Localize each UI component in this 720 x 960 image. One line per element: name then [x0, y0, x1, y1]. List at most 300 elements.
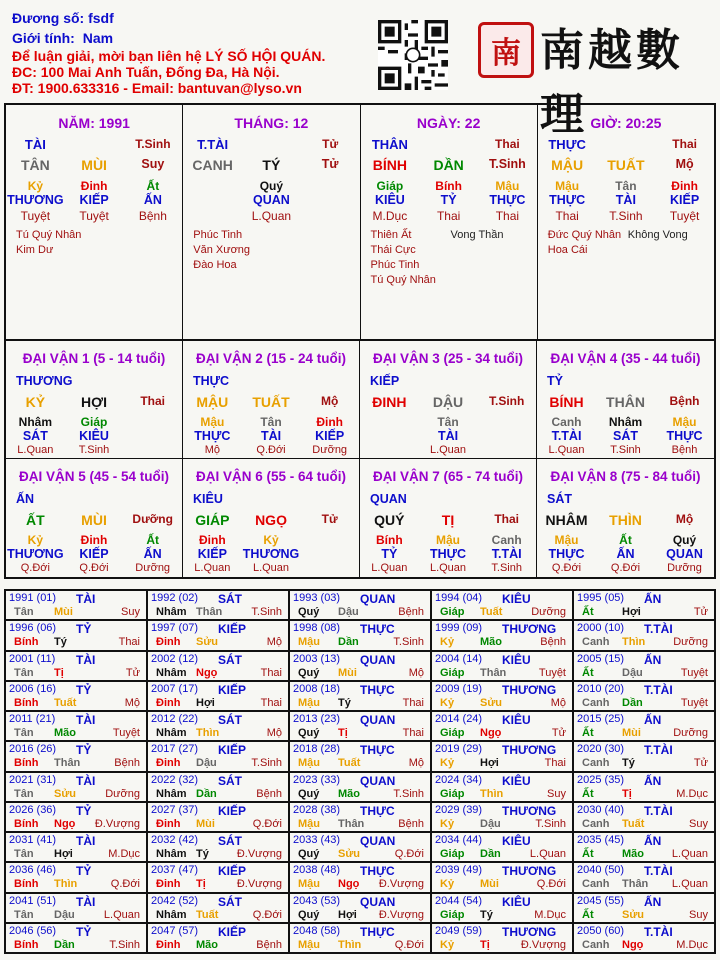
year-number: 2012 (22): [151, 713, 199, 725]
year-cell: [148, 682, 288, 710]
pillar-title: NGÀY: 22: [416, 115, 481, 131]
hidden-stars-row: [537, 429, 714, 443]
gender-line: [12, 30, 113, 46]
year-cell: [148, 863, 288, 891]
year-cell: [290, 652, 430, 680]
year-number: 2039 (49): [435, 864, 483, 877]
year-star: QUAN: [360, 652, 396, 667]
year-stage: Q.Đới: [252, 908, 282, 921]
growth-stage: Mộ: [321, 394, 339, 408]
hidden-stages-row: [183, 562, 359, 574]
hidden-stage: Thai: [555, 209, 579, 223]
dai-van-title: ĐẠI VẬN 8 (75 - 84 tuổi): [550, 469, 701, 484]
year-star: ẤN: [644, 894, 662, 909]
year-star: TÀI: [76, 592, 96, 606]
year-number: 2016 (26): [9, 743, 57, 756]
year-star: THƯƠNG: [502, 924, 557, 939]
year-star: TÀI: [76, 652, 96, 667]
hidden-stages-row: [6, 562, 182, 574]
hidden-star: [477, 429, 536, 443]
year-stem: Bính: [14, 696, 39, 709]
hidden-stem: Bính: [435, 179, 462, 193]
year-cell: [6, 742, 146, 770]
hidden-star: KIẾP: [197, 547, 227, 561]
year-cell: [6, 712, 146, 740]
hidden-stem: [477, 415, 536, 429]
dai-van-title: ĐẠI VẬN 5 (45 - 54 tuổi): [18, 469, 170, 484]
year-stem: Bính: [14, 757, 39, 770]
year-stage: Mộ: [124, 696, 140, 709]
year-stem: Canh: [582, 636, 610, 649]
hidden-stars-row: [183, 547, 359, 561]
year-stem: Giáp: [440, 908, 465, 921]
dai-van-title: ĐẠI VẬN 4 (35 - 44 tuổi): [550, 351, 701, 366]
year-star: THỰC: [360, 682, 395, 697]
year-star: KIẾP: [218, 924, 247, 939]
pillar-star: THỰC: [548, 137, 586, 152]
hidden-stage: Q.Đới: [79, 562, 109, 574]
year-stem: Bính: [14, 636, 39, 649]
year-stage: Đ.Vượng: [236, 848, 282, 860]
year-number: 2006 (16): [9, 682, 57, 695]
year-stem: Mậu: [298, 757, 320, 770]
hidden-stem: Ất: [619, 533, 632, 547]
year-star: THỰC: [360, 864, 395, 879]
hidden-stages-row: [6, 209, 182, 223]
year-branch: Dậu: [196, 757, 217, 770]
year-cell: [574, 621, 714, 649]
year-star: KIÊU: [502, 713, 531, 727]
year-stage: Tử: [125, 666, 140, 679]
year-number: 2033 (43): [293, 834, 341, 846]
hidden-star: THỰC: [666, 429, 703, 443]
special-star: Đào Hoa: [193, 259, 237, 271]
hidden-star: KIÊU: [79, 429, 109, 443]
year-stem: Kỷ: [440, 878, 455, 891]
hidden-stem: Tân: [615, 179, 637, 193]
dai-van-title: ĐẠI VẬN 2 (15 - 24 tuổi): [195, 351, 347, 366]
year-stage: Tuyệt: [112, 727, 140, 739]
year-cell: [6, 833, 146, 861]
year-star: KIẾP: [218, 803, 247, 818]
year-stage: M.Dục: [676, 787, 708, 800]
pillar-column: [183, 105, 360, 339]
hidden-stage: Mộ: [204, 444, 220, 456]
year-cell: [574, 652, 714, 680]
hidden-stage: [301, 209, 360, 223]
year-branch: Dần: [480, 848, 501, 860]
gender-label: Giới tính:: [12, 30, 75, 46]
year-cell: [432, 712, 572, 740]
earthly-branch: THÂN: [606, 394, 645, 410]
year-number: 1991 (01): [9, 592, 57, 604]
year-number: 1999 (09): [435, 622, 483, 635]
four-pillars-table: [4, 103, 716, 341]
year-stage: Thai: [260, 666, 282, 679]
hidden-star: TỶ: [381, 547, 398, 561]
owner-line: [12, 10, 114, 26]
seal-char: 南: [491, 36, 521, 71]
year-star: TỶ: [76, 682, 92, 697]
year-stem: Mậu: [298, 636, 320, 649]
year-cell: [574, 712, 714, 740]
year-cell: [6, 591, 146, 619]
year-star: TỶ: [76, 803, 92, 818]
year-star: KIÊU: [502, 592, 531, 606]
year-star: THỰC: [360, 743, 395, 758]
hidden-stems-row: [360, 415, 536, 429]
year-star: KIẾP: [218, 743, 247, 758]
hidden-stems-row: [6, 533, 182, 547]
dai-van-star: THỰC: [193, 374, 230, 388]
year-stage: L.Quan: [671, 848, 708, 860]
hidden-stem: Giáp: [376, 179, 404, 193]
dai-van-stem-branch-row: [537, 394, 714, 410]
year-branch: Tý: [338, 696, 351, 709]
year-branch: Dần: [622, 696, 643, 709]
year-cell: [290, 773, 430, 801]
year-number: 2010 (20): [577, 682, 625, 695]
year-number: 2034 (44): [435, 834, 483, 846]
year-cell: [432, 621, 572, 649]
hidden-stem: Mậu: [672, 415, 697, 429]
pillar-title: THÁNG: 12: [234, 115, 309, 131]
year-cell: [290, 924, 430, 952]
earthly-branch: DẦN: [433, 157, 464, 173]
pillar-relation: Tử: [322, 137, 339, 151]
year-stem: Mậu: [298, 878, 320, 891]
year-cell: [6, 924, 146, 952]
growth-stage: Mộ: [675, 157, 694, 171]
owner-label: Đương số:: [12, 10, 85, 26]
hidden-stage: Q.Đới: [256, 444, 286, 456]
year-branch: Thân: [622, 878, 649, 891]
year-number: 2011 (21): [9, 713, 56, 725]
year-stage: L.Quan: [103, 908, 140, 921]
growth-stage: Tử: [321, 157, 339, 171]
year-stage: Tử: [551, 727, 566, 739]
year-stage: Dưỡng: [105, 787, 140, 800]
hidden-star: [183, 193, 242, 207]
year-star: KIẾP: [218, 682, 247, 697]
year-number: 2004 (14): [435, 652, 483, 665]
hidden-stage: T.Sinh: [610, 444, 641, 456]
year-star: KIẾP: [218, 864, 247, 879]
year-branch: Hợi: [622, 606, 641, 618]
year-stem: Đinh: [156, 817, 181, 830]
year-number: 2035 (45): [577, 834, 625, 846]
hidden-star: T.TÀI: [551, 429, 582, 443]
year-cell: [148, 621, 288, 649]
year-stage: Dưỡng: [673, 636, 708, 649]
owner-value: fsdf: [88, 10, 114, 26]
year-number: 2038 (48): [293, 864, 341, 877]
hidden-stage: L.Quan: [548, 444, 585, 456]
year-number: 2026 (36): [9, 803, 57, 816]
special-star: Đức Quý Nhân: [547, 229, 622, 241]
year-stage: Thai: [402, 696, 424, 709]
year-stage: T.Sinh: [535, 817, 566, 830]
year-stem: Đinh: [156, 878, 181, 891]
hidden-stems-row: [183, 533, 359, 547]
year-number: 1997 (07): [151, 622, 199, 635]
year-branch: Ngọ: [54, 817, 76, 830]
year-stage: Q.Đới: [536, 878, 566, 891]
dai-van-stem-branch-row: [360, 512, 536, 528]
year-branch: Mùi: [338, 666, 357, 679]
year-cell: [432, 742, 572, 770]
hidden-star: THƯƠNG: [242, 547, 300, 561]
year-branch: Thân: [480, 666, 507, 679]
year-branch: Sửu: [54, 787, 77, 800]
year-stem: Nhâm: [156, 606, 187, 618]
year-stem: Bính: [14, 938, 39, 951]
year-star: TỶ: [76, 924, 92, 939]
year-cell: [574, 591, 714, 619]
year-stage: Dưỡng: [531, 606, 566, 618]
year-cell: [290, 742, 430, 770]
hidden-star: THỰC: [549, 193, 586, 207]
year-stem: Canh: [582, 817, 610, 830]
year-stem: Nhâm: [156, 666, 187, 679]
year-stage: T.Sinh: [251, 606, 282, 618]
hidden-stage: Q.Đới: [551, 562, 582, 574]
hidden-stage: Thai: [436, 209, 461, 223]
hidden-stems-row: [6, 179, 182, 193]
hidden-star: SÁT: [613, 429, 638, 443]
year-stage: Thai: [402, 727, 424, 739]
year-stem: Ất: [582, 787, 594, 800]
year-stage: Mộ: [408, 757, 424, 770]
year-star: SÁT: [218, 592, 242, 606]
year-branch: Tị: [622, 787, 632, 800]
year-stage: Tuyệt: [538, 666, 566, 679]
year-cell: [6, 773, 146, 801]
year-stage: Thai: [118, 636, 140, 649]
hidden-stage: M.Dục: [372, 209, 408, 223]
pillar-column: [6, 105, 183, 339]
year-number: 1996 (06): [9, 622, 57, 635]
year-number: 2022 (32): [151, 773, 199, 786]
year-star: TỶ: [76, 864, 92, 879]
year-cell: [574, 803, 714, 831]
year-star: TỶ: [76, 743, 92, 758]
hidden-star: THƯƠNG: [7, 193, 64, 207]
year-number: 2037 (47): [151, 864, 199, 877]
year-stem: Mậu: [298, 817, 320, 830]
growth-stage: Bệnh: [669, 394, 700, 408]
pillar-star-row: [183, 137, 359, 152]
pillar-star-row: [538, 137, 714, 152]
year-stage: Mộ: [266, 727, 282, 739]
heavenly-stem: QUÝ: [374, 512, 405, 528]
special-star: Phúc Tinh: [370, 259, 420, 271]
dai-van-cell: [6, 341, 183, 459]
phone-email-line: ĐT: 1900.633316 - Email: bantuvan@lyso.vn: [12, 80, 302, 96]
hidden-stems-row: [537, 415, 714, 429]
hidden-stem: Tân: [260, 415, 282, 429]
hidden-star: TÀI: [260, 429, 282, 443]
year-cell: [574, 773, 714, 801]
year-stage: Đ.Vượng: [378, 878, 424, 891]
year-stage: Thai: [544, 757, 566, 770]
earthly-branch: THÌN: [609, 512, 642, 528]
year-cell: [148, 833, 288, 861]
year-star: THƯƠNG: [502, 864, 557, 879]
hidden-stage: Tuyệt: [20, 209, 51, 223]
hidden-stars-row: [538, 193, 714, 207]
dai-van-cell: [360, 459, 537, 577]
heavenly-stem: TÂN: [20, 157, 50, 173]
dai-van-cell: [537, 459, 714, 577]
year-cell: [574, 682, 714, 710]
special-star: Kim Dư: [16, 244, 54, 256]
year-stem: Kỷ: [440, 938, 455, 951]
year-stem: Ất: [582, 666, 594, 679]
annual-luck-table: [4, 589, 716, 954]
year-branch: Tuất: [622, 817, 645, 830]
year-number: 2002 (12): [151, 652, 199, 665]
year-cell: [290, 621, 430, 649]
growth-stage: Thai: [494, 512, 520, 526]
year-stem: Đinh: [156, 938, 181, 951]
pillar-spacer: [65, 137, 124, 152]
year-stem: Tân: [14, 787, 34, 800]
pillar-star: TÀI: [24, 137, 46, 152]
pillar-spacer: [419, 137, 478, 152]
earthly-branch: MÙI: [81, 157, 107, 173]
year-number: 1995 (05): [577, 592, 625, 604]
dai-van-cell: [183, 459, 360, 577]
dai-van-star: QUAN: [370, 492, 407, 506]
year-stem: Quý: [298, 666, 320, 679]
year-branch: Dậu: [54, 908, 75, 921]
hidden-stage: [300, 562, 359, 574]
year-star: T.TÀI: [644, 803, 673, 818]
special-star: Tú Quý Nhân: [16, 229, 82, 241]
year-cell: [290, 833, 430, 861]
hidden-stage: Bệnh: [138, 209, 167, 223]
year-cell: [432, 652, 572, 680]
year-star: ẤN: [644, 834, 662, 848]
year-number: 2007 (17): [151, 682, 199, 695]
year-cell: [148, 894, 288, 922]
year-star: TỶ: [76, 622, 92, 637]
year-stem: Canh: [582, 757, 610, 770]
year-branch: Thìn: [196, 727, 220, 739]
year-number: 2024 (34): [435, 773, 483, 786]
year-branch: Thìn: [480, 787, 504, 800]
year-number: 2030 (40): [577, 803, 625, 816]
dai-van-cell: [360, 341, 537, 459]
year-number: 2050 (60): [577, 924, 625, 937]
year-branch: Tuất: [338, 757, 361, 770]
year-stem: Giáp: [440, 606, 465, 618]
hidden-stage: L.Quan: [371, 562, 408, 574]
hidden-stem: Kỷ: [27, 533, 43, 547]
hidden-star: TỶ: [440, 193, 457, 207]
year-star: TÀI: [76, 834, 96, 848]
year-branch: Dần: [54, 938, 75, 951]
hidden-stem: Đinh: [80, 179, 108, 193]
year-number: 2029 (39): [435, 803, 483, 816]
year-cell: [432, 924, 572, 952]
year-branch: Ngọ: [480, 727, 502, 739]
hidden-stages-row: [360, 444, 536, 456]
special-star: Hoa Cái: [547, 244, 588, 256]
heavenly-stem: MẬU: [551, 157, 584, 173]
hidden-stage: L.Quan: [429, 562, 467, 574]
hidden-star: THỰC: [194, 429, 231, 443]
year-stem: Tân: [14, 848, 34, 860]
year-stage: Đ.Vượng: [520, 938, 566, 951]
year-branch: Sửu: [480, 696, 503, 709]
year-number: 2023 (33): [293, 773, 341, 786]
year-stage: Đ.Vượng: [378, 908, 424, 921]
hidden-stage: Dưỡng: [667, 562, 702, 574]
hidden-stem: Giáp: [80, 415, 108, 429]
year-stage: M.Dục: [534, 908, 566, 921]
earthly-branch: TUẤT: [607, 157, 645, 173]
year-branch: Tý: [480, 908, 493, 921]
hidden-stems-row: [183, 179, 359, 193]
heavenly-stem: BÍNH: [549, 394, 584, 410]
hidden-stars-row: [360, 429, 536, 443]
year-branch: Mùi: [622, 727, 641, 739]
year-stage: Q.Đới: [110, 878, 140, 891]
year-branch: Sửu: [196, 636, 219, 649]
year-branch: Thìn: [338, 938, 362, 951]
hidden-star: KIÊU: [374, 193, 405, 207]
year-star: ẤN: [644, 773, 662, 788]
year-branch: Mùi: [54, 606, 73, 618]
hidden-stars-row: [6, 547, 182, 561]
hidden-stem: Đinh: [671, 179, 698, 193]
year-cell: [290, 712, 430, 740]
hidden-stem: Ất: [146, 179, 160, 193]
year-stage: L.Quan: [529, 848, 566, 860]
year-branch: Hợi: [54, 848, 73, 860]
year-cell: [6, 652, 146, 680]
year-star: KIÊU: [502, 834, 531, 848]
year-stem: Kỷ: [440, 817, 455, 830]
hidden-stem: Đinh: [199, 533, 226, 547]
year-number: 2017 (27): [151, 743, 199, 756]
hidden-stages-row: [537, 444, 714, 456]
year-branch: Dần: [338, 636, 359, 649]
heavenly-stem: CANH: [192, 157, 233, 173]
year-stem: Quý: [298, 606, 320, 618]
growth-stage: Dưỡng: [132, 512, 173, 526]
special-star: Không Vong: [627, 229, 688, 241]
hidden-star: QUAN: [252, 193, 290, 207]
year-stem: Giáp: [440, 848, 465, 860]
hidden-stage: Dưỡng: [312, 444, 348, 456]
year-stage: M.Dục: [108, 848, 140, 860]
hidden-star: KIẾP: [79, 193, 109, 207]
hidden-stage: [360, 444, 419, 456]
year-cell: [148, 652, 288, 680]
pillar-star-row: [6, 137, 182, 152]
year-cell: [148, 742, 288, 770]
dai-van-table: [4, 341, 716, 579]
year-number: 2025 (35): [577, 773, 625, 786]
year-stage: Thai: [260, 696, 282, 709]
growth-stage: Tử: [321, 512, 338, 526]
year-number: 2049 (59): [435, 924, 483, 937]
dai-van-title: ĐẠI VẬN 7 (65 - 74 tuổi): [372, 469, 524, 484]
year-cell: [432, 773, 572, 801]
